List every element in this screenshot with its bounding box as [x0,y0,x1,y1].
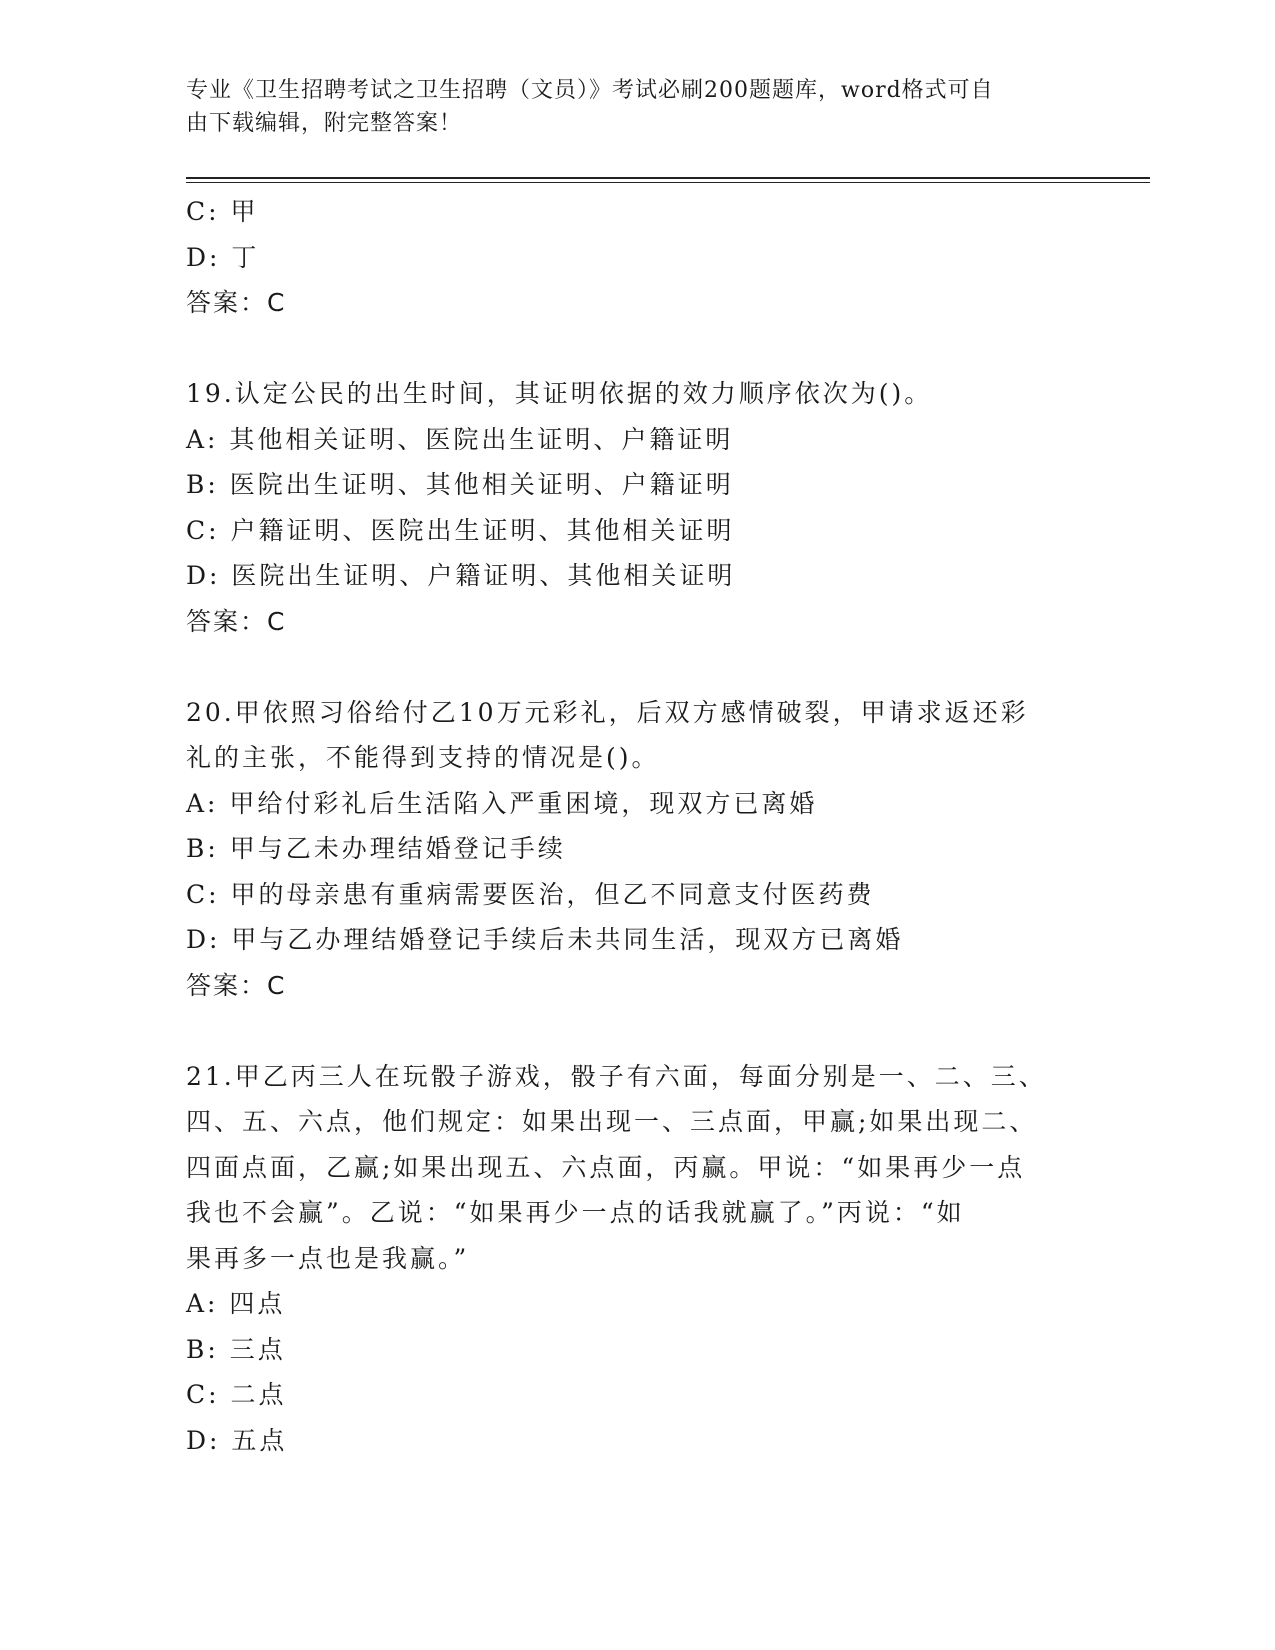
option-d: D: 甲与乙办理结婚登记手续后未共同生活，现双方已离婚 [186,925,904,954]
question-19 [186,371,1086,644]
header-rule-thin [186,182,1150,183]
question-text: 19.认定公民的出生时间，其证明依据的效力顺序依次为()。 [186,379,933,408]
option-a: A: 甲给付彩礼后生活陷入严重困境，现双方已离婚 [186,788,818,818]
answer-line: 答案：C [186,288,287,317]
spacer [186,326,1086,372]
option-d: D: 医院出生证明、户籍证明、其他相关证明 [186,561,736,590]
question-20 [186,690,1086,1009]
option-b: B: 三点 [186,1334,286,1364]
question-text: 21.甲乙丙三人在玩骰子游戏，骰子有六面，每面分别是一、二、三、 [186,1061,1047,1091]
question-text: 果再多一点也是我赢。” [186,1243,470,1273]
option-b: B: 医院出生证明、其他相关证明、户籍证明 [186,470,734,499]
spacer [186,1008,1086,1054]
spacer [186,644,1086,690]
option-d: D: 丁 [186,242,260,272]
answer-line: 答案：C [186,970,287,1000]
header-line-2: 由下载编辑，附完整答案！ [186,111,463,136]
header-rule [186,177,1150,179]
question-text: 礼的主张，不能得到支持的情况是()。 [186,743,660,772]
question-text: 我也不会赢”。乙说：“如果再少一点的话我就赢了。”丙说：“如 [186,1198,965,1227]
option-c: C: 二点 [186,1380,287,1409]
option-c: C: 甲 [186,197,259,226]
question-21 [186,1054,1086,1464]
answer-line: 答案：C [186,606,287,636]
header-line-1: 专业《卫生招聘考试之卫生招聘（文员）》考试必刷200题题库，word格式可自 [186,78,994,103]
question-content [186,189,1086,1463]
option-d: D: 五点 [186,1425,288,1455]
option-b: B: 甲与乙未办理结婚登记手续 [186,834,566,863]
question-text: 四、五、六点，他们规定：如果出现一、三点面，甲赢;如果出现二、 [186,1107,1038,1136]
question-text: 20.甲依照习俗给付乙10万元彩礼，后双方感情破裂，甲请求返还彩 [186,697,1029,727]
option-a: A: 四点 [186,1289,286,1318]
question-text: 四面点面，乙赢;如果出现五、六点面，丙赢。甲说：“如果再少一点 [186,1152,1026,1182]
page-header [186,74,1086,140]
option-c: C: 甲的母亲患有重病需要医治，但乙不同意支付医药费 [186,879,875,909]
option-c: C: 户籍证明、医院出生证明、其他相关证明 [186,515,735,545]
option-a: A: 其他相关证明、医院出生证明、户籍证明 [186,424,734,454]
